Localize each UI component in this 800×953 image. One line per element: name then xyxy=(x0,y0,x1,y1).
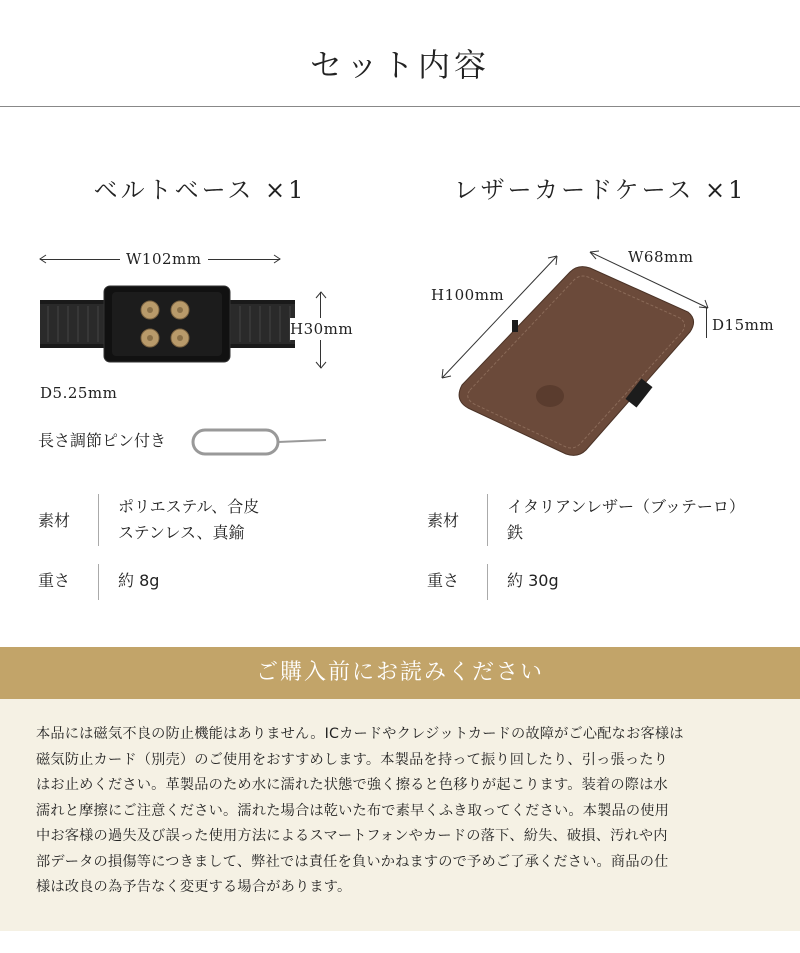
arrow-up-icon xyxy=(315,290,327,300)
belt-base-title: ベルトベース ×1 xyxy=(93,176,307,204)
arrow-right-icon xyxy=(272,254,282,264)
card-depth-arrow xyxy=(706,308,707,338)
spec-value xyxy=(118,494,259,546)
card-spec-material xyxy=(427,494,777,546)
notice-text xyxy=(36,722,768,901)
card-height-label: H100mm xyxy=(428,286,507,304)
spec-label: 素材 xyxy=(427,511,460,530)
adjustment-pin-image xyxy=(190,422,330,462)
spec-value xyxy=(507,494,745,546)
spec-value-line: イタリアンレザー（ブッテーロ） xyxy=(507,497,745,516)
notice-line: 様は改良の為予告なく変更する場合があります。 xyxy=(36,879,352,895)
spec-divider xyxy=(98,564,99,600)
card-width-label: W68mm xyxy=(628,248,694,266)
notice-line: 本品には磁気不良の防止機能はありません。ICカードやクレジットカードの故障がご心配なお客様は xyxy=(36,726,684,742)
spec-value-line: ステンレス、真鍮 xyxy=(118,523,245,542)
spec-value-line: 鉄 xyxy=(507,523,524,542)
notice-heading: ご購入前にお読みください xyxy=(0,647,800,699)
card-spec-weight xyxy=(427,564,777,600)
spec-label: 重さ xyxy=(38,571,71,590)
belt-spec-weight xyxy=(38,564,358,600)
page-title: セット内容 xyxy=(309,46,490,84)
card-depth-label: D15mm xyxy=(712,316,775,334)
notice-line: 中お客様の過失及び誤った使用方法によるスマートフォンやカードの落下、紛失、破損、汚れや内 xyxy=(36,828,668,844)
spec-divider xyxy=(487,564,488,600)
belt-width-label: W102mm xyxy=(120,250,208,268)
spec-divider xyxy=(98,494,99,546)
belt-base-image xyxy=(40,278,295,368)
notice-line: はお止めください。革製品のため水に濡れた状態で強く擦ると色移りが起こります。装着の際は水 xyxy=(36,777,668,793)
spec-label: 素材 xyxy=(38,511,71,530)
notice-line: 部データの損傷等につきまして、弊社では責任を負いかねますので予めご了承ください。商品の仕 xyxy=(36,853,669,870)
card-case-image xyxy=(440,250,720,460)
spec-divider xyxy=(487,494,488,546)
spec-value: 約 30g xyxy=(507,571,559,590)
belt-spec-material xyxy=(38,494,358,546)
notice-line: 濡れと摩擦にご注意ください。濡れた場合は乾いた布で素早くふき取ってください。本製品の使用 xyxy=(36,802,670,819)
pin-label: 長さ調節ピン付き xyxy=(38,431,167,450)
spec-value: 約 8g xyxy=(118,571,160,590)
arrow-down-icon xyxy=(315,360,327,370)
title-divider xyxy=(0,106,800,107)
card-case-title: レザーカードケース ×1 xyxy=(453,176,747,204)
spec-label: 重さ xyxy=(427,571,460,590)
belt-height-label: H30mm xyxy=(290,320,354,338)
arrow-left-icon xyxy=(38,254,48,264)
belt-depth-label: D5.25mm xyxy=(40,384,118,402)
notice-line: 磁気防止カード（別売）のご使用をおすすめします。本製品を持って振り回したり、引っ張ったり xyxy=(36,751,669,768)
spec-value-line: ポリエステル、合皮 xyxy=(118,497,260,516)
